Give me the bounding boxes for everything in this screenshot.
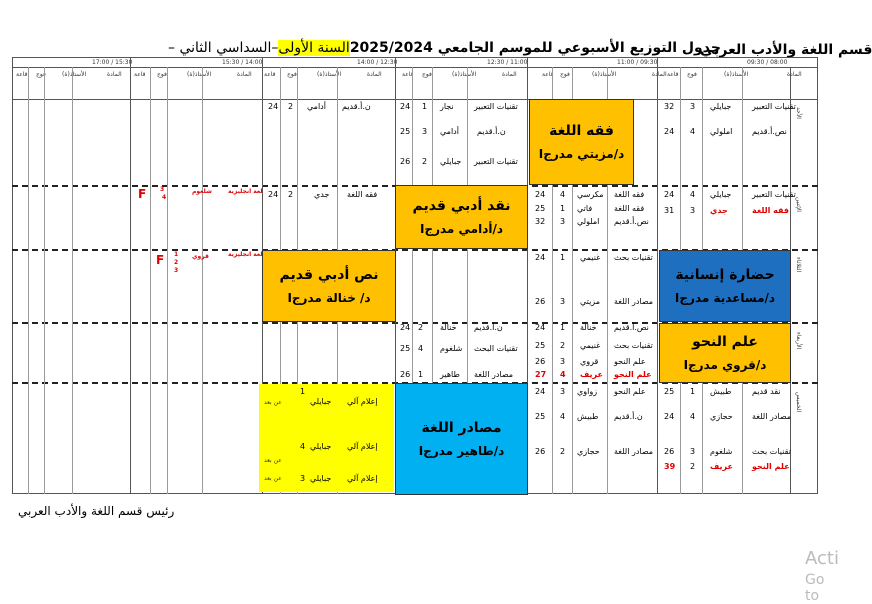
- cell: 25: [664, 387, 675, 396]
- colhead-hall-4: قاعة: [264, 71, 276, 78]
- cell: 1: [560, 204, 566, 213]
- cell: 25: [535, 204, 546, 213]
- colhead-mat-3: المادة: [502, 71, 517, 78]
- day-tuesday: الثلاثاء: [795, 257, 802, 273]
- slot-4: 12:30 / 14:00: [357, 59, 398, 66]
- cell: 1: [422, 102, 428, 111]
- slot-6: 15:30 / 17:00: [92, 59, 133, 66]
- cell: 24: [268, 102, 279, 111]
- cell: 3: [690, 447, 696, 456]
- cell: مصادر اللغة: [752, 412, 792, 421]
- colhead-mat: المادة: [787, 71, 802, 78]
- cell: إعلام آلي: [347, 474, 378, 483]
- lecture-nass: [262, 250, 396, 322]
- cell: 1: [560, 323, 566, 332]
- cell: جبايلي: [310, 442, 332, 451]
- colhead-grp-3: فوج: [422, 71, 432, 78]
- cell: 3: [690, 102, 696, 111]
- cell: جدي: [710, 206, 728, 215]
- cell: 31: [664, 206, 675, 215]
- colhead-mat-6: المادة: [107, 71, 122, 78]
- cell: مكرسي: [577, 190, 604, 199]
- cell: تقنيات البحث: [474, 344, 518, 353]
- colhead-hall-3: قاعة: [402, 71, 414, 78]
- cell: 3: [690, 206, 696, 215]
- cell: جبايلي: [710, 190, 732, 199]
- cell: طبيش: [710, 387, 732, 396]
- lecture-hadara-room: د/مساعدية مدرجI: [674, 291, 776, 305]
- cell: 4: [560, 190, 566, 199]
- cell: تقنيات التعبير: [752, 190, 796, 199]
- cell: 3: [300, 474, 306, 483]
- cell: 32: [535, 217, 546, 226]
- colhead-prof-6: الأستاذ(ة): [62, 71, 87, 78]
- cell: فقه اللغة: [752, 206, 790, 215]
- cell: 24: [535, 190, 546, 199]
- colhead-mat-2: المادة: [652, 71, 667, 78]
- cell: مصادر اللغة: [474, 370, 514, 379]
- cell: أدامي: [440, 127, 459, 136]
- lecture-masadir-room: د/طاهير مدرجI: [418, 444, 505, 458]
- lecture-masadir-title: مصادر اللغة: [421, 420, 502, 436]
- day-wednesday: الأربعاء: [795, 332, 802, 350]
- semester-text: –السداسي الثاني –: [168, 40, 279, 56]
- cell: 26: [400, 370, 411, 379]
- cell: 25: [535, 341, 546, 350]
- cell: طاهير: [440, 370, 460, 379]
- cell: 2: [422, 157, 428, 166]
- schedule-title: [168, 40, 721, 56]
- cell: 4: [162, 194, 167, 201]
- cell: املولي: [577, 217, 600, 226]
- cell: شلغوم: [192, 188, 212, 195]
- cell: 1: [300, 387, 306, 396]
- slot-5: 14:00 / 15:30: [222, 59, 263, 66]
- lecture-fiqh-title: فقه اللغة: [549, 123, 614, 139]
- cell: 24: [535, 387, 546, 396]
- cell: 2: [560, 341, 566, 350]
- cell: 3: [560, 357, 566, 366]
- activation-watermark-2: Go to: [805, 572, 825, 604]
- cell: 24: [400, 323, 411, 332]
- lecture-naqd-room: د/أدامي مدرجI: [419, 222, 504, 236]
- colhead-prof: الأستاذ(ة): [724, 71, 749, 78]
- cell: مصادر اللغة: [614, 447, 654, 456]
- cell: 25: [535, 412, 546, 421]
- cell: فقه اللغة: [347, 190, 378, 199]
- cell: 2: [690, 462, 696, 471]
- cell: قروي: [192, 253, 209, 260]
- cell: عن بعد: [264, 475, 282, 482]
- cell: 24: [664, 190, 675, 199]
- lecture-nass-title: نص أدبي قديم: [279, 267, 379, 283]
- cell: حجازي: [577, 447, 600, 456]
- colhead-grp-6: فوج: [36, 71, 46, 78]
- cell: فاتي: [577, 204, 593, 213]
- cell: مزيتي: [580, 297, 601, 306]
- cell: علم النحو: [614, 387, 646, 396]
- cell: 1: [418, 370, 424, 379]
- cell: تقنيات بحث: [614, 253, 653, 262]
- lecture-naqd-title: نقد أدبي قديم: [412, 198, 511, 214]
- cell: 2: [174, 259, 179, 266]
- cell: طبيش: [577, 412, 599, 421]
- lecture-masadir: [395, 383, 528, 495]
- cell: 3: [560, 297, 566, 306]
- lecture-hadara: [659, 250, 791, 322]
- lecture-hadara-title: حضارة إنسانية: [675, 267, 775, 283]
- cell: 3: [560, 387, 566, 396]
- cell: 3: [422, 127, 428, 136]
- cell: غنيمي: [580, 341, 601, 350]
- cell: 25: [400, 344, 411, 353]
- cell: عن بعد: [264, 399, 282, 406]
- cell: 3: [560, 217, 566, 226]
- cell: علم النحو: [614, 370, 652, 379]
- cell: 24: [268, 190, 279, 199]
- slot-1: 08:00 / 09:30: [747, 59, 788, 66]
- cell: 24: [400, 102, 411, 111]
- cell: 27: [535, 370, 547, 379]
- cell: شلغوم: [440, 344, 463, 353]
- colhead-grp: فوج: [687, 71, 697, 78]
- cell: 2: [418, 323, 424, 332]
- lecture-nahw-title: علم النحو: [692, 334, 758, 350]
- cell: ن.أ.قديم: [474, 323, 503, 332]
- cell: تقنيات التعبير: [752, 102, 796, 111]
- cell: خنالة: [440, 323, 457, 332]
- colhead-hall: قاعة: [667, 71, 679, 78]
- cell: 26: [535, 357, 546, 366]
- cell: تقنيات التعبير: [474, 102, 518, 111]
- lecture-nass-room: د/ خنالة مدرجI: [287, 291, 371, 305]
- colhead-prof-3: الأستاذ(ة): [452, 71, 477, 78]
- colhead-hall-5: قاعة: [134, 71, 146, 78]
- cell: 2: [288, 102, 294, 111]
- cell: قروي: [580, 357, 599, 366]
- cell: علم النحو: [614, 357, 646, 366]
- cell: شلغوم: [710, 447, 733, 456]
- cell: 4: [560, 370, 566, 379]
- cell: 4: [690, 412, 696, 421]
- cell: 1: [560, 253, 566, 262]
- cell: 32: [664, 102, 675, 111]
- colhead-hall-6: قاعة: [16, 71, 28, 78]
- cell: نجار: [440, 102, 454, 111]
- slot-2: 09:30 / 11:00: [617, 59, 658, 66]
- cell: 1: [174, 251, 179, 258]
- cell: تقنيات بحث: [614, 341, 653, 350]
- cell: جبايلي: [440, 157, 462, 166]
- cell: نص.أ.قديم: [614, 217, 649, 226]
- day-monday: الإثنين: [795, 197, 802, 212]
- cell: نص.أ.قديم: [752, 127, 787, 136]
- cell: 2: [288, 190, 294, 199]
- slot-3: 11:00 / 12:30: [487, 59, 528, 66]
- cell: 1: [690, 387, 696, 396]
- day-thursday: الخميس: [795, 392, 802, 413]
- cell: ن.أ.قديم: [342, 102, 371, 111]
- cell: 24: [664, 412, 675, 421]
- cell: 39: [664, 462, 676, 471]
- title-text: جدول التوزيع الأسبوعي للموسم الجامعي 2025/2024: [349, 40, 721, 56]
- cell: 4: [300, 442, 306, 451]
- cell: فقه اللغة: [614, 204, 645, 213]
- colhead-prof-2: الأستاذ(ة): [592, 71, 617, 78]
- cell: جدي: [314, 190, 330, 199]
- cell: 3: [160, 186, 165, 193]
- cell: مصادر اللغة: [614, 297, 654, 306]
- cell: جبايلي: [310, 397, 332, 406]
- cell: 4: [418, 344, 424, 353]
- cell: حجازي: [710, 412, 733, 421]
- cell: لغة انجليزية: [228, 251, 263, 258]
- lecture-nahw-room: د/قروي مدرجI: [683, 358, 767, 372]
- schedule-table: [12, 57, 818, 494]
- cell: أدامي: [307, 102, 326, 111]
- cell: جبايلي: [310, 474, 332, 483]
- lecture-naqd: [395, 185, 528, 249]
- cell: 3: [174, 267, 179, 274]
- cell: 4: [560, 412, 566, 421]
- cell: غنيمي: [580, 253, 601, 262]
- cell: 26: [400, 157, 411, 166]
- year-highlight: السنة الأولى: [278, 40, 350, 56]
- cell: خنالة: [580, 323, 597, 332]
- cell: املولي: [710, 127, 733, 136]
- cell: نص.أ.قديم: [614, 323, 649, 332]
- lecture-nahw: [659, 323, 791, 383]
- cell: 24: [664, 127, 675, 136]
- cell: 24: [535, 323, 546, 332]
- cell: فقه اللغة: [614, 190, 645, 199]
- cell: زواوي: [577, 387, 598, 396]
- cell: 25: [400, 127, 411, 136]
- cell: عريف: [710, 462, 733, 471]
- cell: نقد قديم: [752, 387, 781, 396]
- colhead-grp-5: فوج: [157, 71, 167, 78]
- cell: 26: [535, 447, 546, 456]
- cell: 4: [690, 190, 696, 199]
- cell: 2: [560, 447, 566, 456]
- colhead-hall-2: قاعة: [542, 71, 554, 78]
- cell: جبايلي: [710, 102, 732, 111]
- activation-watermark-1: Acti: [805, 548, 839, 569]
- cell: F: [138, 187, 147, 201]
- colhead-mat-5: المادة: [237, 71, 252, 78]
- cell: 4: [690, 127, 696, 136]
- lecture-fiqh: [529, 99, 634, 185]
- dept-title: قسم اللغة والأدب العربي: [700, 42, 872, 58]
- cell: تقنيات بحث: [752, 447, 791, 456]
- cell: 26: [664, 447, 675, 456]
- colhead-prof-5: الأستاذ(ة): [187, 71, 212, 78]
- cell: إعلام آلي: [347, 397, 378, 406]
- cell: تقنيات التعبير: [474, 157, 518, 166]
- cell: علم النحو: [752, 462, 790, 471]
- cell: عن بعد: [264, 457, 282, 464]
- cell: 24: [535, 253, 546, 262]
- cell: 26: [535, 297, 546, 306]
- cell: ن.أ.قديم: [614, 412, 643, 421]
- cell: عريف: [580, 370, 603, 379]
- colhead-grp-2: فوج: [560, 71, 570, 78]
- lecture-fiqh-room: د/مزيتي مدرجI: [538, 147, 625, 161]
- cell: لغة انجليزية: [228, 188, 263, 195]
- colhead-mat-4: المادة: [367, 71, 382, 78]
- footer-signature: رئيس قسم اللغة والأدب العربي: [18, 504, 175, 518]
- cell: ن.أ.قديم: [477, 127, 506, 136]
- colhead-grp-4: فوج: [287, 71, 297, 78]
- colhead-prof-4: الأستاذ(ة): [317, 71, 342, 78]
- day-sunday: الأحد: [795, 107, 802, 119]
- cell: F: [156, 253, 165, 267]
- cell: إعلام آلي: [347, 442, 378, 451]
